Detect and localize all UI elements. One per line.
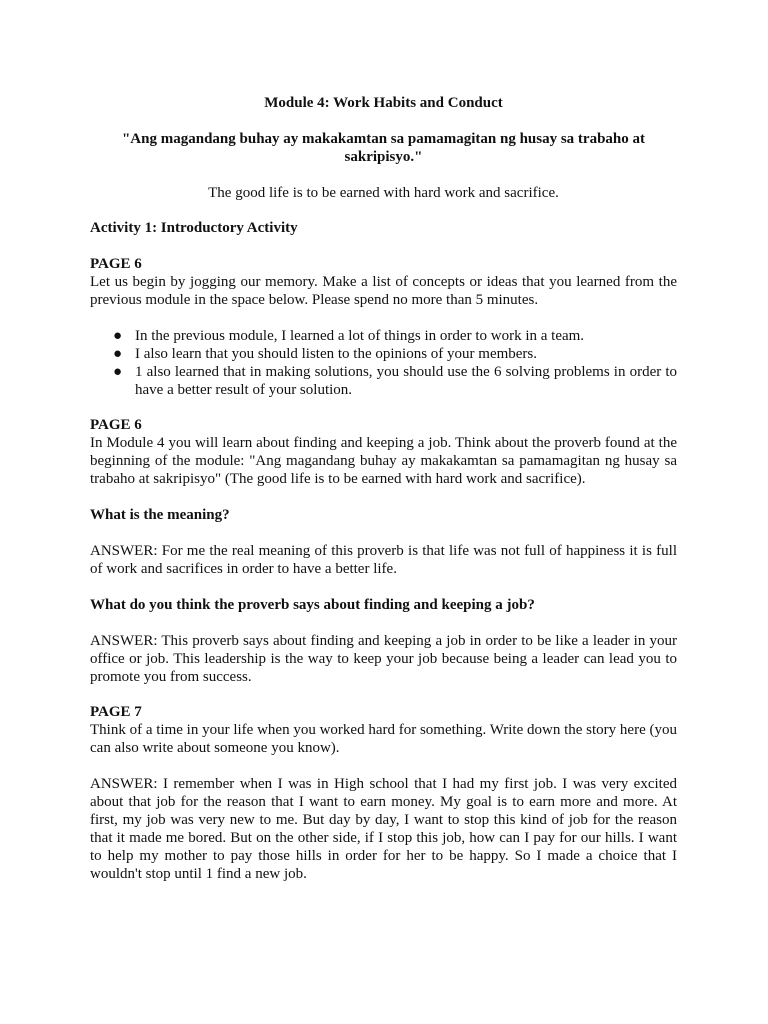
activity-heading: Activity 1: Introductory Activity (90, 220, 298, 236)
answer-meaning: ANSWER: For me the real meaning of this proverb is that life was not full of happiness it is full of work and sacrifices in order to have a better life. (90, 543, 677, 577)
question-meaning: What is the meaning? (90, 507, 230, 523)
proverb-translation: The good life is to be earned with hard work and sacrifice. (208, 185, 559, 201)
learned-list (90, 327, 677, 399)
list-item-text: I also learn that you should listen to the opinions of your members. (135, 346, 538, 362)
page-label-section2: PAGE 6 (90, 417, 142, 433)
section2-prompt: In Module 4 you will learn about finding and keeping a job. Think about the proverb found at the beginning of the module: "Ang magandang buhay ay makakamtan sa pamamagitan ng husay sa trabaho at sakripisyo" (The good life is to be earned with hard work and sacrifice). (90, 435, 677, 487)
module-title: Module 4: Work Habits and Conduct (264, 95, 503, 111)
list-item-text: In the previous module, I learned a lot of things in order to work in a team. (135, 328, 585, 344)
proverb-quote: "Ang magandang buhay ay makakamtan sa pamamagitan ng husay sa trabaho at sakripisyo." (121, 131, 646, 165)
answer-job: ANSWER: This proverb says about finding and keeping a job in order to be like a leader in your office or job. This leadership is the way to keep your job because being a leader can lead you to promote you from success. (90, 633, 677, 685)
section1-prompt: Let us begin by jogging our memory. Make a list of concepts or ideas that you learned from the previous module in the space below. Please spend no more than 5 minutes. (90, 274, 677, 308)
document-page (90, 94, 677, 883)
page-label-section3: PAGE 7 (90, 704, 142, 720)
bullet-icon: ● (113, 346, 123, 362)
question-job: What do you think the proverb says about finding and keeping a job? (90, 597, 535, 613)
bullet-icon: ● (113, 328, 123, 344)
section3-prompt: Think of a time in your life when you worked hard for something. Write down the story here (you can also write about someone you know). (90, 722, 677, 756)
list-item (90, 363, 677, 399)
page-label-section1: PAGE 6 (90, 256, 142, 272)
list-item (90, 327, 677, 345)
bullet-icon: ● (113, 364, 123, 380)
list-item-text: 1 also learned that in making solutions, you should use the 6 solving problems in order to have a better result of your solution. (135, 364, 677, 398)
list-item (90, 345, 677, 363)
answer-story: ANSWER: I remember when I was in High school that I had my first job. I was very excited about that job for the reason that I want to earn money. My goal is to earn more and more. At first, my job was very new to me. But day by day, I want to stop this kind of job for the reason that it made me bored. But on the other side, if I stop this job, how can I pay for our hills. I want to help my mother to pay those hills in order for her to be happy. So I made a choice that I wouldn't stop until 1 find a new job. (90, 776, 677, 882)
